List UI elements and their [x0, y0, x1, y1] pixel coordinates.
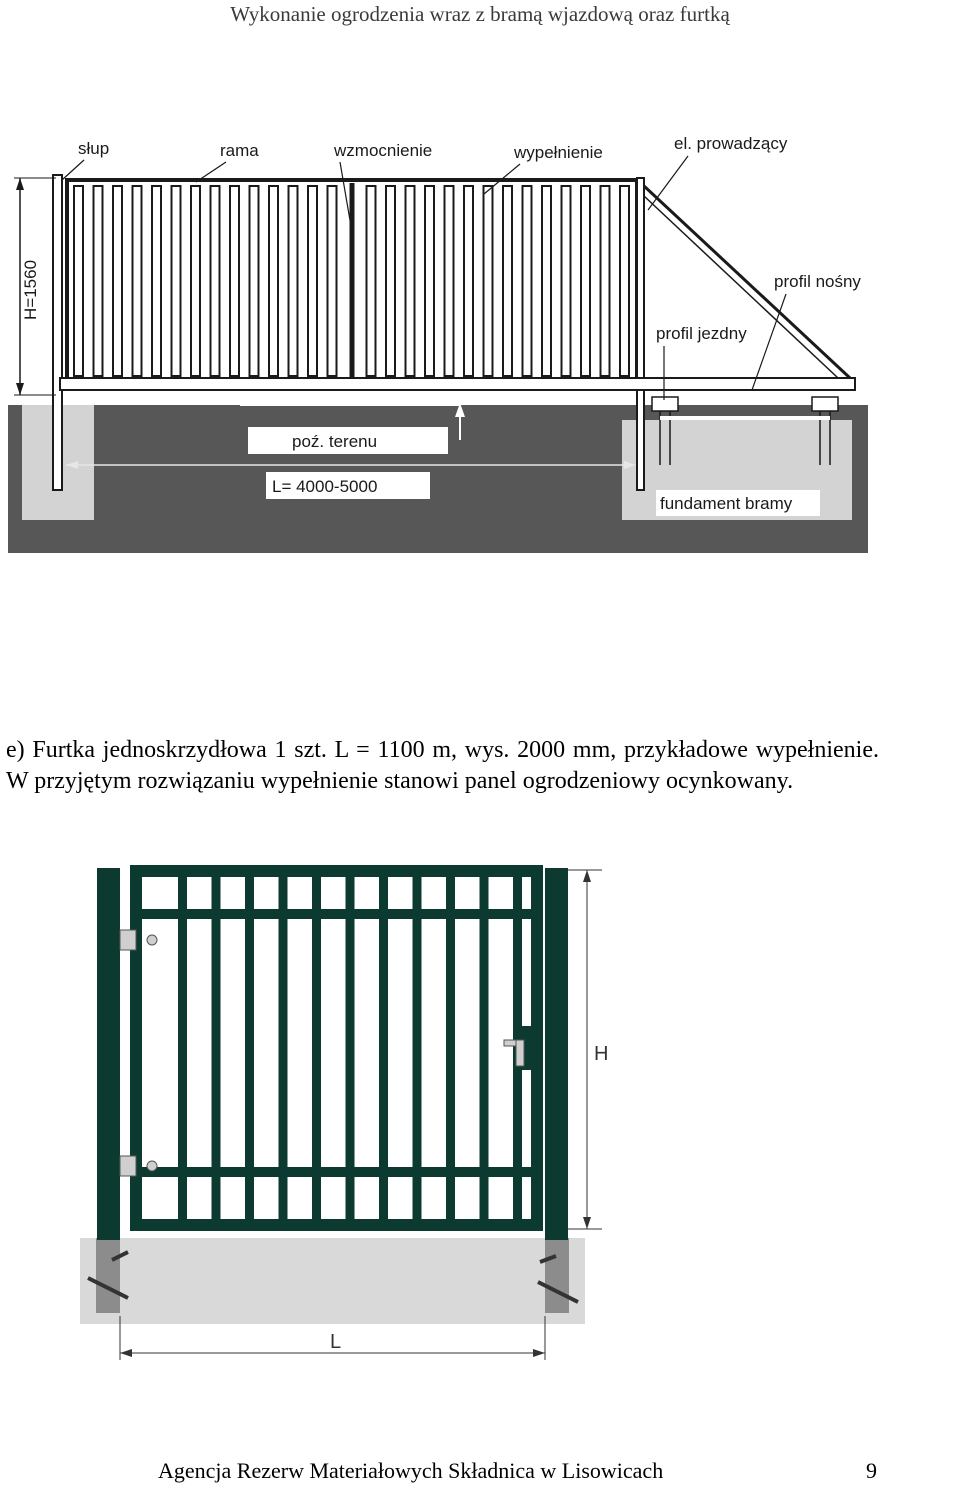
gate-infill-bar: [172, 186, 181, 376]
wicket-description: e) Furtka jednoskrzydłowa 1 szt. L = 1100 m, wys. 2000 mm, przykładowe wypełnienie. W przyjętym rozwiązaniu wypełnienie stanowi panel ogrodzeniowy ocynkowany.: [6, 737, 879, 794]
frame-label: rama: [220, 141, 259, 160]
wicket-infill-bar: [279, 871, 288, 1225]
gate-infill-bar: [542, 186, 551, 376]
gate-infill-bar: [601, 186, 610, 376]
gate-infill-bar: [484, 186, 493, 376]
gate-infill-bar: [503, 186, 512, 376]
gate-infill-bar: [191, 186, 200, 376]
right-post: [545, 868, 568, 1240]
wicket-infill-bar: [379, 871, 388, 1225]
footer-text: Agencja Rezerw Materiałowych Składnica w Lisowicach: [158, 1458, 664, 1483]
height-label: H=1560: [21, 259, 40, 320]
infill-label: wypełnienie: [514, 143, 603, 162]
gate-infill-bar: [523, 186, 532, 376]
gate-infill-bar: [74, 186, 83, 376]
gate-infill-bar: [620, 186, 629, 376]
wicket-foundation: [80, 1238, 585, 1324]
gate-infill-bar: [464, 186, 473, 376]
wicket-infill-bar: [178, 871, 187, 1225]
wicket-infill-bar: [312, 871, 321, 1225]
wicket-infill-bar: [212, 871, 221, 1225]
gate-end-post: [637, 178, 644, 490]
gate-infill-bar: [113, 186, 122, 376]
post-label: słup: [78, 139, 110, 158]
wicket-infill-bar: [346, 871, 355, 1225]
gate-infill-bar: [269, 186, 278, 376]
page-number: 9: [866, 1458, 877, 1483]
post: [53, 175, 62, 490]
gate-infill-bar: [386, 186, 395, 376]
left-post: [97, 868, 120, 1240]
gate-infill-bar: [581, 186, 590, 376]
running-profile-label: profil jezdny: [656, 324, 747, 343]
length-label: L= 4000-5000: [272, 477, 378, 496]
gate-infill-bar: [445, 186, 454, 376]
gate-infill-bar: [328, 186, 337, 376]
gate-infill-bar: [94, 186, 103, 376]
wicket-infill-bar: [480, 871, 489, 1225]
page-footer: [0, 1458, 960, 1488]
wicket-height-label: H: [594, 1043, 609, 1065]
ground-level-label: poź. terenu: [292, 432, 378, 451]
support-profile-label: profil nośny: [774, 272, 861, 291]
gate-infill-bar: [133, 186, 142, 376]
gate-infill-bar: [250, 186, 259, 376]
wicket-gate-diagram: [70, 858, 630, 1373]
page-header: Wykonanie ogrodzenia wraz z bramą wjazdową oraz furtką: [230, 2, 730, 26]
gate-infill-bar: [230, 186, 239, 376]
left-post-footing: [96, 1238, 120, 1313]
guide-label: el. prowadzący: [674, 134, 788, 153]
foundation-label: fundament bramy: [660, 494, 793, 513]
reinforcement-label: wzmocnienie: [334, 141, 433, 160]
gate-infill-bar: [425, 186, 434, 376]
gate-infill-bar: [152, 186, 161, 376]
gate-infill-bar: [308, 186, 317, 376]
right-post-footing: [545, 1238, 569, 1313]
lock: [504, 1026, 542, 1070]
gate-infill-bar: [211, 186, 220, 376]
gate-infill-bar: [289, 186, 298, 376]
gate-infill-bar: [367, 186, 376, 376]
running-profile: [60, 378, 855, 390]
gate-infill-bar: [406, 186, 415, 376]
wicket-infill-bar: [245, 871, 254, 1225]
gate-infill-bar: [562, 186, 571, 376]
wicket-infill-bar: [446, 871, 455, 1225]
sliding-gate-diagram: [0, 120, 880, 560]
wicket-length-label: L: [330, 1331, 342, 1353]
wicket-infill-bar: [413, 871, 422, 1225]
